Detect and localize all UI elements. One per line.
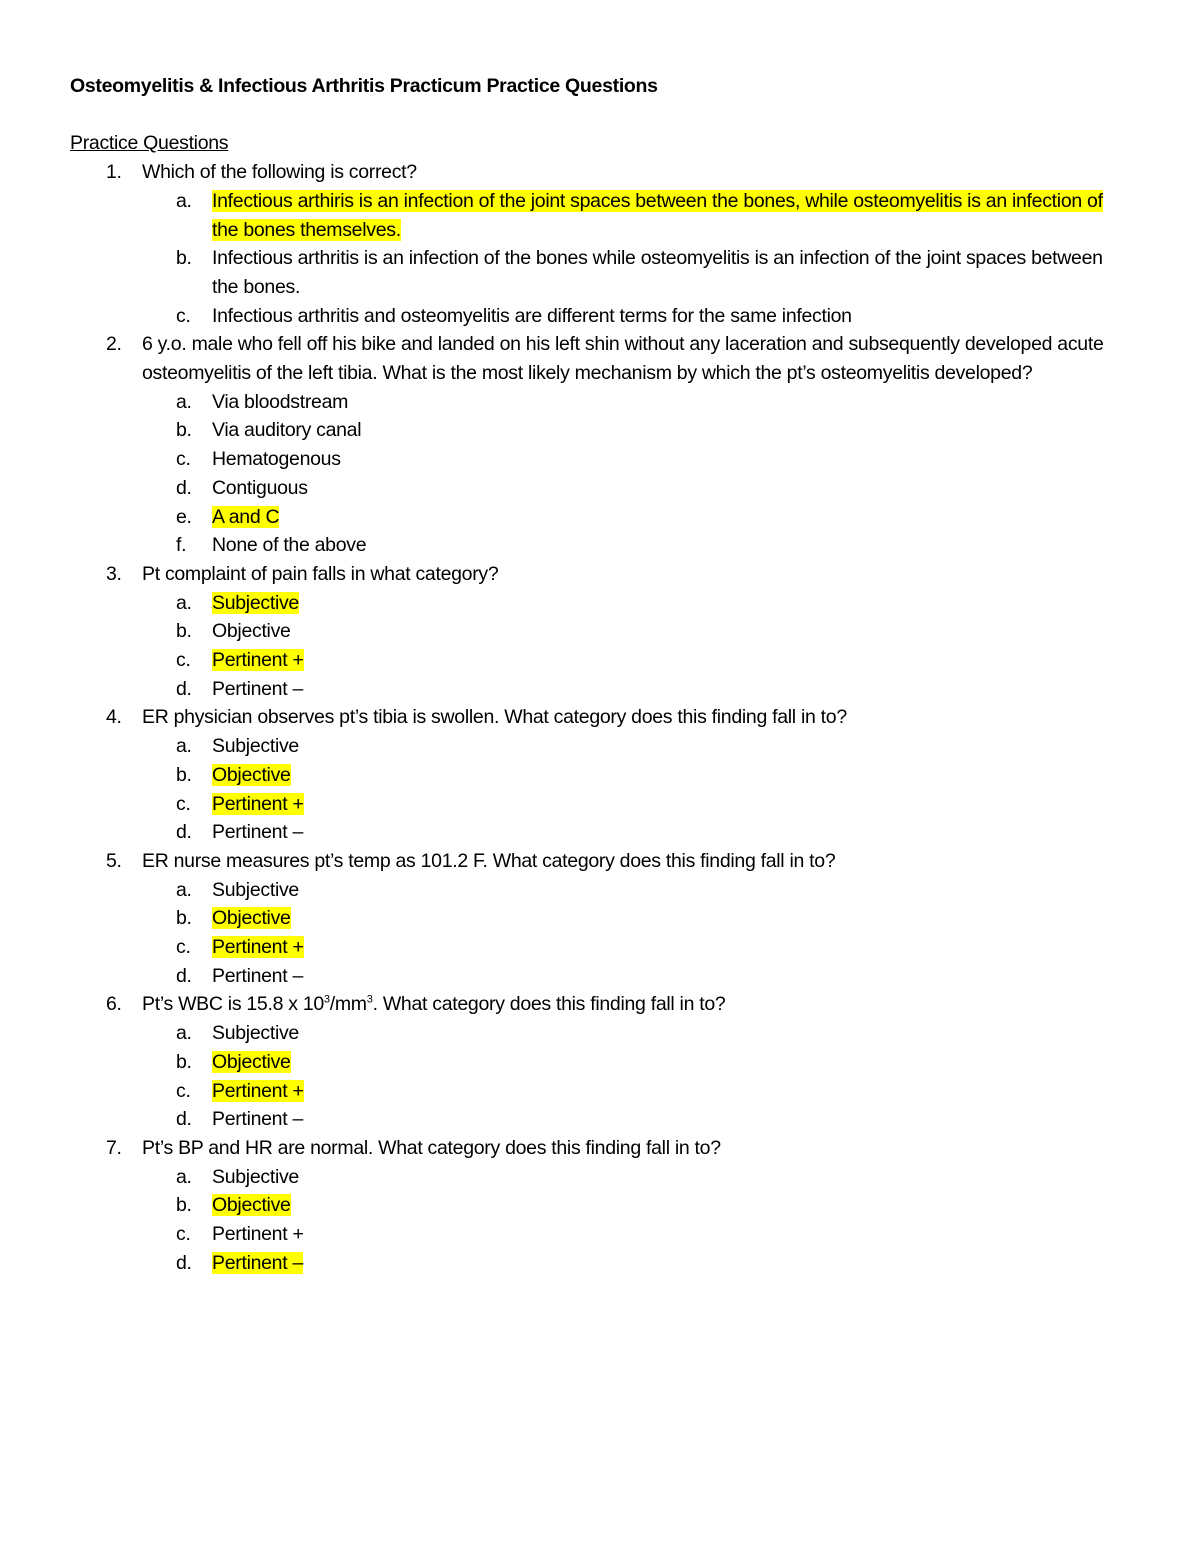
- option-letter: a.: [176, 390, 192, 413]
- highlighted-answer: Pertinent –: [212, 1251, 304, 1274]
- option-letter: c.: [176, 304, 191, 327]
- option-text-wrap: [212, 876, 1115, 905]
- answer-option: [70, 1249, 1115, 1278]
- answer-option: [70, 474, 1115, 503]
- answer-option: [70, 790, 1115, 819]
- option-letter: b.: [176, 620, 192, 643]
- highlighted-answer: Pertinent +: [212, 936, 304, 959]
- question-text: Which of the following is correct?: [142, 161, 417, 184]
- answer-option: [70, 302, 1115, 331]
- highlighted-answer: Objective: [212, 1194, 291, 1217]
- option-letter: b.: [176, 419, 192, 442]
- question-text: 6 y.o. male who fell off his bike and landed on his left shin without any laceration and subsequently developed acute osteomyelitis of the left tibia. What is the most likely mechanism by which the pt’s osteomyelitis developed?: [142, 333, 1104, 385]
- answer-option: [70, 962, 1115, 991]
- answer-option: [70, 904, 1115, 933]
- highlighted-answer: Objective: [212, 907, 291, 930]
- answer-option: [70, 617, 1115, 646]
- option-text: Subjective: [212, 1022, 299, 1045]
- text-part: . What category does this finding fall in to?: [372, 993, 726, 1016]
- option-text-wrap: [212, 503, 1115, 532]
- option-text-wrap: [212, 1249, 1115, 1278]
- option-text-wrap: [212, 589, 1115, 618]
- option-text-wrap: [212, 1077, 1115, 1106]
- question-number: 1.: [106, 161, 122, 184]
- option-text: None of the above: [212, 534, 367, 557]
- document-title: Osteomyelitis & Infectious Arthritis Practicum Practice Questions: [70, 75, 658, 97]
- option-text-wrap: [212, 1105, 1115, 1134]
- answer-option: [70, 818, 1115, 847]
- option-text-wrap: [212, 818, 1115, 847]
- option-text: Infectious arthritis and osteomyelitis are different terms for the same infection: [212, 304, 852, 327]
- superscript: 3: [323, 993, 330, 1006]
- question-text: Pt complaint of pain falls in what category?: [142, 562, 499, 585]
- text-part: Pt’s WBC is 15.8 x 10: [142, 993, 324, 1016]
- highlighted-answer: Pertinent +: [212, 792, 304, 815]
- option-text: Via bloodstream: [212, 390, 349, 413]
- question-text: ER physician observes pt’s tibia is swollen. What category does this finding fall in to?: [142, 706, 847, 729]
- option-letter: c.: [176, 1079, 191, 1102]
- option-text: Pertinent –: [212, 1108, 304, 1131]
- option-text-wrap: [212, 1191, 1115, 1220]
- option-text-wrap: [212, 244, 1115, 301]
- document-page: [70, 72, 1115, 1278]
- option-text-wrap: [212, 646, 1115, 675]
- option-text: Subjective: [212, 735, 299, 758]
- option-text: Pertinent –: [212, 677, 304, 700]
- option-letter: d.: [176, 1108, 192, 1131]
- option-letter: f.: [176, 534, 187, 557]
- option-letter: c.: [176, 792, 191, 815]
- option-text-wrap: [212, 531, 1115, 560]
- question-text: ER nurse measures pt’s temp as 101.2 F. What category does this finding fall in to?: [142, 849, 836, 872]
- option-text-wrap: [212, 962, 1115, 991]
- answer-option: [70, 933, 1115, 962]
- question-number: 4.: [106, 706, 122, 729]
- question: [70, 158, 1115, 187]
- option-letter: a.: [176, 1022, 192, 1045]
- answer-option: [70, 416, 1115, 445]
- highlighted-answer: Pertinent +: [212, 649, 304, 672]
- option-letter: b.: [176, 763, 192, 786]
- option-letter: a.: [176, 878, 192, 901]
- option-text-wrap: [212, 1163, 1115, 1192]
- answer-option: [70, 1220, 1115, 1249]
- question: [70, 703, 1115, 732]
- answer-option: [70, 732, 1115, 761]
- answer-option: [70, 388, 1115, 417]
- question-text: Pt’s BP and HR are normal. What category does this finding fall in to?: [142, 1137, 721, 1159]
- option-letter: a.: [176, 189, 192, 212]
- option-text-wrap: [212, 416, 1115, 445]
- highlighted-answer: Infectious arthiris is an infection of the joint spaces between the bones, while osteomyelitis is an infection of the bones themselves.: [212, 189, 1103, 241]
- option-text-wrap: [212, 187, 1115, 244]
- option-letter: b.: [176, 1050, 192, 1073]
- option-letter: d.: [176, 821, 192, 844]
- option-text-wrap: [212, 445, 1115, 474]
- option-text: Pertinent –: [212, 964, 304, 987]
- option-letter: d.: [176, 1251, 192, 1274]
- question-number: 6.: [106, 993, 122, 1016]
- highlighted-answer: A and C: [212, 505, 280, 528]
- option-text: Subjective: [212, 1165, 299, 1188]
- question-list: [70, 158, 1115, 1277]
- option-letter: a.: [176, 591, 192, 614]
- answer-option: [70, 531, 1115, 560]
- answer-option: [70, 445, 1115, 474]
- option-letter: b.: [176, 1194, 192, 1217]
- question-text: [142, 990, 1115, 1019]
- answer-option: [70, 1048, 1115, 1077]
- option-text: Objective: [212, 620, 291, 643]
- option-text-wrap: [212, 904, 1115, 933]
- section-heading: Practice Questions: [70, 132, 229, 155]
- option-text-wrap: [212, 761, 1115, 790]
- highlighted-answer: Objective: [212, 763, 291, 786]
- option-text-wrap: [212, 933, 1115, 962]
- option-letter: b.: [176, 247, 192, 270]
- option-text-wrap: [212, 617, 1115, 646]
- highlighted-answer: Pertinent +: [212, 1079, 304, 1102]
- option-text-wrap: [212, 675, 1115, 704]
- answer-option: [70, 1105, 1115, 1134]
- question-number: 3.: [106, 562, 122, 585]
- option-letter: c.: [176, 1223, 191, 1246]
- option-letter: c.: [176, 936, 191, 959]
- answer-option: [70, 1077, 1115, 1106]
- option-text-wrap: [212, 474, 1115, 503]
- option-letter: e.: [176, 505, 192, 528]
- answer-option: [70, 244, 1115, 301]
- option-text: Contiguous: [212, 476, 308, 499]
- option-letter: c.: [176, 649, 191, 672]
- answer-option: [70, 589, 1115, 618]
- question-number: 5.: [106, 849, 122, 872]
- option-letter: d.: [176, 964, 192, 987]
- question: [70, 560, 1115, 589]
- option-text: Subjective: [212, 878, 299, 901]
- highlighted-answer: Objective: [212, 1050, 291, 1073]
- answer-option: [70, 876, 1115, 905]
- option-letter: a.: [176, 1165, 192, 1188]
- question-number: 2.: [106, 333, 122, 356]
- answer-option: [70, 503, 1115, 532]
- option-text-wrap: [212, 302, 1115, 331]
- option-letter: d.: [176, 677, 192, 700]
- option-text-wrap: [212, 790, 1115, 819]
- question: [70, 1134, 1115, 1163]
- highlighted-answer: Subjective: [212, 591, 299, 614]
- answer-option: [70, 187, 1115, 244]
- option-text-wrap: [212, 1220, 1115, 1249]
- answer-option: [70, 675, 1115, 704]
- option-text: Infectious arthritis is an infection of the bones while osteomyelitis is an infection of the joint spaces between the bones.: [212, 247, 1103, 298]
- option-text-wrap: [212, 1048, 1115, 1077]
- question: [70, 847, 1115, 876]
- option-letter: d.: [176, 476, 192, 499]
- option-text: Pertinent +: [212, 1223, 304, 1246]
- question: [70, 990, 1115, 1019]
- option-letter: c.: [176, 448, 191, 471]
- text-part: /mm: [329, 993, 367, 1016]
- answer-option: [70, 761, 1115, 790]
- superscript: 3: [366, 993, 373, 1006]
- question-number: 7.: [106, 1137, 122, 1159]
- answer-option: [70, 1191, 1115, 1220]
- answer-option: [70, 1163, 1115, 1192]
- answer-option: [70, 646, 1115, 675]
- option-text: Via auditory canal: [212, 419, 362, 442]
- option-text-wrap: [212, 1019, 1115, 1048]
- blank-line: [70, 101, 1115, 130]
- option-text-wrap: [212, 732, 1115, 761]
- option-text: Hematogenous: [212, 448, 341, 471]
- question: [70, 330, 1115, 387]
- option-letter: b.: [176, 907, 192, 930]
- option-text-wrap: [212, 388, 1115, 417]
- answer-option: [70, 1019, 1115, 1048]
- option-text: Pertinent –: [212, 821, 304, 844]
- option-letter: a.: [176, 735, 192, 758]
